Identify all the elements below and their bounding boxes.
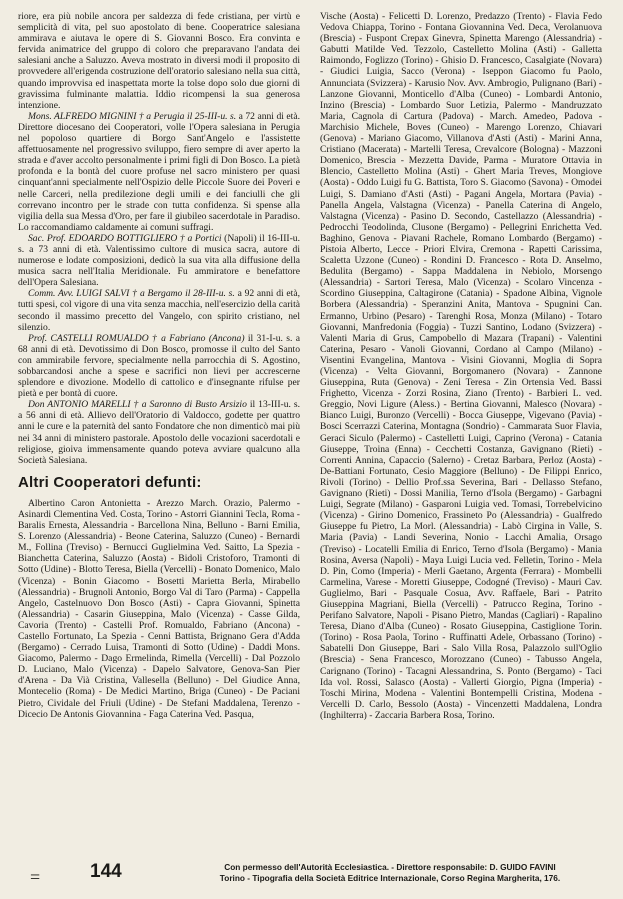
obituary-body: a 92 anni di età, tutti spesi, col vigore di una vita senza macchia, nell'esercizio della carità secondo il massimo precetto del Vangelo, con spirito cristiano, nel silenzio. <box>18 288 300 333</box>
footer-mark: = <box>30 867 41 887</box>
imprint-note <box>170 862 610 884</box>
obituary-notice <box>18 111 300 233</box>
obituary-body: il 31-I-u. s. a 68 anni di età. Devotissimo di Don Bosco, promosse il culto del Santo con ammirabile fervore, specialmente nella parrocchia di S. Agostino, sobbarcandosi anche a spese e sacrifici non lievi per accrescerne splendore e divozione. Modello di cattolico e d'insegnante rifulse per pietà e per bontà di cuore. <box>18 332 300 400</box>
obituary-name: Comm. Avv. LUIGI SALVI † a Bergamo il 28-III-u. s. <box>28 288 235 300</box>
intro-paragraph: riore, era più nobile ancora per saldezza di fede cristiana, per virtù e semplicità di vita, pel suo apostolato di bene. Cooperatrice salesiana ammirava e aiutava le opere di S. Giovanni Bosco. Era convinta e fervida animatrice del gruppo di coloro che preparavano l'andata dei salesiani anche a Saluzzo. Aveva mostrato in diversi modi il proposito di provvedere all'erigenda costruzione dell'oratorio salesiano nella sua città, quando improvvisa ed inaspettata morte la tolse dopo solo due giorni di gravissima fulminante malattia. Iddio ricompensi la sua generosa intenzione. <box>18 11 300 111</box>
obituary-notice <box>18 288 300 332</box>
page-number: 144 <box>90 861 122 882</box>
obituary-name: Prof. CASTELLI ROMUALDO † a Fabriano (Ancona) <box>28 332 245 344</box>
obituary-name: Sac. Prof. EDOARDO BOTTIGLIERO † a Portici <box>28 232 222 244</box>
section-title: Altri Cooperatori defunti: <box>18 473 202 491</box>
obituary-name: Don ANTONIO MARELLI † a Saronno di Busto Arsizio <box>28 399 247 411</box>
deceased-list-continued: Vische (Aosta) - Felicetti D. Lorenzo, Predazzo (Trento) - Flavia Fedo Vedova Chiappa, Torino - Fontana Giovannina Ved. Deca, Verolanuova (Brescia) - Fuspont Crepax Ginevra, Spinetta Marengo (Alessandria) - Gabutti Matilde Ved. Tezzolo, Castelletto Molina (Asti) - Galletta Raimondo, Foglizzo (Torino) - Ghisio D. Francesco, Casalgiate (Novara) - Giudici Luigia, Sacco (Verona) - Iseppon Giacomo fu Paolo, Annunciata (Svizzera) - Karusio Nov. Avv. Ambrogio, Pulignano (Bari) - Lanzone Giovanni, Monticello d'Alba (Cuneo) - Lombardi Antonio, Inzino (Brescia) - Lombardo Suor Letizia, Palermo - Mandruzzato Maria, Cagnola di Cartura (Padova) - March. Amedeo, Padova - Marchisio Michele, Boves (Cuneo) - Marengo Lorenzo, Chiavari (Genova) - Mariano Giacomo, Villanova d'Asti (Asti) - Marini Anna, Cristiano (Macerata) - Martelli Teresa, Crevalcore (Bologna) - Mazzoni Domenico, Brescia - Mezzetta Davide, Parma - Muratore Ottavia in Blencio, Castelletto Molina (Asti) - Ghert Maria Treves, Mongiove (Aosta) - Oddo Luigi fu G. Battista, Toro S. Giacomo (Savona) - Omodei Luigi, S. Damiano d'Asti (Asti) - Pagani Angela, Mortara (Pavia) - Panella Angela, Valstagna (Vicenza) - Panella Caterina di Angelo, Valstagna (Vicenza) - Pasino D. Secondo, Castellazzo (Alessandria) - Pedrocchi Teodolinda, Clusone (Bergamo) - Pellegrini Enrichetta Ved. Baghino, Genova - Piavani Rachele, Romano Lombardo (Bergamo) - Pistoia Alberto, Lecce - Priori Elvira, Cremona - Rapetti Carissima, Scaletta Uzzone (Cuneo) - Rondini D. Francesco - Rota D. Anselmo, Bedulita (Bergamo) - Sappa Maddalena in Nebiolo, Morsengo (Alessandria) - Sartori Teresa, Malo (Vicenza) - Scolaro Vincenza - Scordino Giuseppina, Caltagirone (Catania) - Spadone Albina, Vignole Borbera (Alessandria) - Speranzini Anita, Mantova - Spugnini Can. Ermanno, Urbino (Pesaro) - Tarenghi Rosa, Monza (Milano) - Totaro Giovanni, Manfredonia (Foggia) - Tuzzi Santino, Lodano (Svizzera) - Valenti Maria di Grus, Campobello di Mazara (Trapani) - Valentini Caterina, Pesaro - Vanoli Giovanni, Cordano al Campo (Milano) - Visentini Evangelina, Mantova - Visini Giovanni, Moglia di Sopra (Vicenza) - Velta Giovanni, Borgomanero (Novara) - Zannone Giuseppina, Ruta (Genova) - Zeni Teresa - Zin Ortensia Ved. Bassi Frighetto, Vicenza - Zorzi Rosina, Ziano (Trento) - Barbieri L. ved. Greggio, Novi Ligure (Aless.) - Bertina Giovanni, Malesco (Novara) - Bianco Luigi, Buronzo (Vercelli) - Bocca Giuseppe, Vigevano (Pavia) - Bosci Scerrazzi Caterina, Montagna (Sondrio) - Cammarata Suor Flavia, Geraci Siculo (Palermo) - Castelletti Luigi, Caprino (Verona) - Catania Giuseppe, Troina (Enna) - Cecchetti Costanza, Gavignano (Rieti) - Correnti Annina, Capaccio (Salerno) - Cretaz Barbara, Perloz (Aosta) - De-Battiani Fortunato, Cesio Maggiore (Belluno) - De Filippi Enrico, Rivoli (Torino) - Dellio Prof.ssa Severina, Bari - Dellasso Stefano, Gavignano (Rieti) - Dossi Manilia, Terno d'Isola (Bergamo) - Garbagni Luigi, Segrate (Milano) - Gasparoni Luigia ved. Tomasi, Torrebelvicino (Vicenza) - Girino Domenico, Frassineto Po (Alessandria) - Gualfredo Giuseppe fu Pietro, La Morl. (Alessandria) - Labò Cirgina in Valle, S. Maria (Pavia) - Landi Severina, Nonio - Lacchi Amalia, Orsago (Treviso) - Locatelli Emilia di Enrico, Terno d'Isola (Bergamo) - Mania Rosina, Aversa (Napoli) - Maya Luigi Lucia ved. Felletin, Torino - Mela D. Pin, Como (Imperia) - Merli Gaetano, Argenta (Ferrara) - Mombelli Carmelina, Varese - Moretti Giuseppe, Codogné (Treviso) - Mauri Cav. Guglielmo, Bari - Pasquale Cosua, Avv. Raffaele, Bari - Patrito Giuseppina Magriani, Biella (Vercelli) - Patrucco Regina, Torino - Perifano Salvatore, Napoli - Pisano Pietro, Mandas (Cagliari) - Rapalino Teresa, Diano d'Alba (Cuneo) - Rosato Giuseppina, Castiglione Torin. (Torino) - Rosa Paola, Torino - Ruffinatti Adele, Orbassano (Torino) - Sabatelli Don Giuseppe, Bari - Salo Villa Rosa, Palazzolo sull'Oglio (Brescia) - Sena Francesco, Morozzano (Cuneo) - Tabusso Angela, Carignano (Torino) - Tacagni Alessandrina, S. Ponto (Bergamo) - Taci Ida vol. Rossi, Salasco (Aosta) - Vallerti Giorgio, Pigna (Imperia) - Toschi Mirina, Modena - Valentini Bontempelli Cristina, Modena - Vercelli D. Carlo, Bessolo (Aosta) - Vincenzetti Maddalena, Londra (Inghilterra) - Zaccaria Barbera Rosa, Torino. <box>320 11 602 721</box>
imprint-line-1: Con permesso dell'Autorità Ecclesiastica. - Direttore responsabile: D. GUIDO FAVINI <box>224 862 556 872</box>
left-column <box>18 11 300 849</box>
obituary-body: il 13-III-u. s. a 56 anni di età. Allievo dell'Oratorio di Valdocco, godette per quattro anni le cure e la paternità del santo Fondatore che non dimenticò mai più nei 34 anni di ministero pastorale. Apostolo delle vocazioni sacerdotali e religiose, gioiva immensamente quando poteva avviare qualcuno alla Società Salesiana. <box>18 399 300 466</box>
obituary-notice <box>18 233 300 288</box>
right-column <box>320 11 602 849</box>
obituary-name: Mons. ALFREDO MIGNINI † a Perugia il 25-III-u. s. <box>28 110 237 122</box>
obituary-body: (Napoli) il 16-III-u. s. a 73 anni di età. Valentissimo cultore di musica sacra, autore di numerose e lodate composizioni, dedicò la sua vita alla diffusione della musica sacra nell'Italia Meridionale. Fu ammiratore e benefattore dell'Opera Salesiana. <box>18 232 300 289</box>
page-footer <box>0 852 623 896</box>
deceased-list: Albertino Caron Antonietta - Arezzo March. Orazio, Palermo - Asinardi Clementina Ved. Costa, Torino - Astorri Giannini Tecla, Roma - Baralis Ernesta, Alessandria - Barcellona Nina, Belluno - Barni Emilia, S. Lorenzo (Alessandria) - Beone Caterina, Saluzzo (Cuneo) - Bernardi M., Follina (Treviso) - Bernucci Guglielmina Ved. Saitto, La Spezia - Bianchetta Caterina, Saluzzo (Aosta) - Bidoli Cristoforo, Tramonti di Sotto (Udine) - Blotto Teresa, Biella (Vercelli) - Bonato Domenico, Malo (Vicenza) - Bonin Giacomo - Bosetti Marietta Berla, Mirabello (Alessandria) - Brugnoli Antonio, Borgo Val di Taro (Parma) - Cappella Angelo, Castelnuovo Don Bosco (Asti) - Capra Giovanni, Spinetta (Alessandria) - Casarin Giuseppina, Malo (Vicenza) - Casse Gilda, Cavoria (Trento) - Castelli Prof. Romualdo, Fabriano (Ancona) - Castello Fortunato, La Spezia - Cenni Battista, Brignano Gera d'Adda (Bergamo) - Cerrado Luisa, Tramonti di Sotto (Udine) - Daddi Mons. Giacomo, Palermo - Dago Ermelinda, Rimella (Vercelli) - Dal Pozzolo D. Luciano, Malo (Vicenza) - Dapelo Salvatore, Genova-San Pier d'Arena - Da Vià Cristina, Vallesella (Belluno) - Del Giudice Anna, Montecelio (Roma) - De Medici Martino, Briga (Cuneo) - De Paciani Pietro, Cividale del Friuli (Udine) - De Stefani Maddalena, Terenzo - Dicecio De Antonis Giovannina - Faga Caterina Ved. Pasqua, <box>18 497 300 720</box>
obituary-notices <box>18 111 300 466</box>
imprint-line-2: Torino - Tipografia della Società Editrice Internazionale, Corso Regina Margherita, 176. <box>219 873 561 883</box>
obituary-body: a 72 anni di età. Direttore diocesano dei Cooperatori, volle l'Opera salesiana in Perugia nel popoloso quartiere di Borgo Sant'Angelo e l'assistette affettuosamente nel progressivo sviluppo, fiero sempre di aver aperto la strada e d'aver accolto personalmente i primi figli di Don Bosco. La pietà profonda e la bontà del cuore profuse nel sacro ministero per quasi cinquant'anni specialmente nell'Ospizio delle Piccole Suore dei Poveri e nelle Carceri, nella predilezione degli umili e dei fanciulli che gli correvano incontro per le strade con tutta confidenza. Si spense alla vigilia della sua Messa d'Oro, per fare il giubileo sacerdotale in Paradiso. Lo raccomandiamo caldamente ai comuni suffragi. <box>18 110 300 233</box>
obituary-notice <box>18 333 300 400</box>
obituary-notice <box>18 399 300 466</box>
